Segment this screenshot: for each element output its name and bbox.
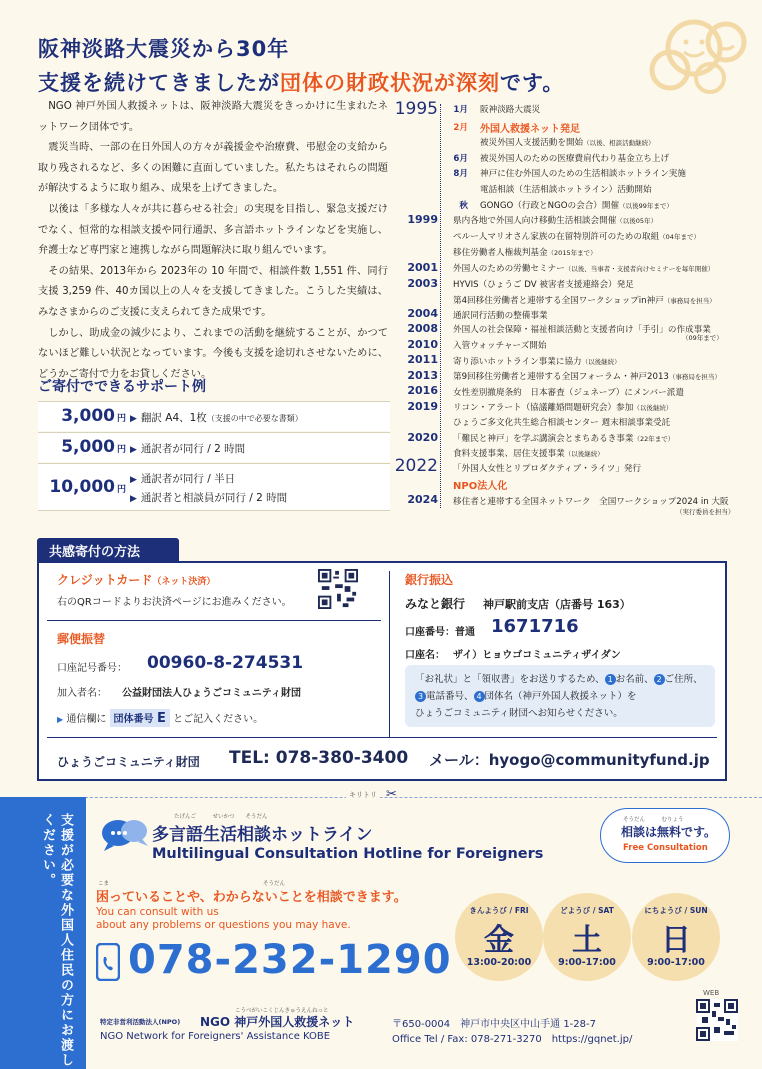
donation-title: 共感寄付の方法: [37, 538, 179, 562]
postal-title: 郵便振替: [57, 632, 106, 646]
free-consultation-badge: そうだん むりょう 相談は無料です。 Free Consultation: [600, 808, 730, 863]
triangle-icon: ▶: [130, 414, 137, 424]
org-contact[interactable]: Office Tel / Fax: 078-271-3270 https://gqnet.jp/: [392, 1034, 633, 1045]
speech-bubbles-icon: [100, 815, 150, 855]
header: [38, 33, 564, 97]
trouble-text-jp: 困っていることや、わからないことを相談できます。: [96, 890, 407, 905]
day-friday: きんようび / FRI 金 13:00-20:00: [455, 893, 543, 981]
hotline-phone[interactable]: 078-232-1290: [128, 937, 452, 983]
phone-icon: [96, 943, 120, 981]
cut-label: キリトリ: [346, 790, 380, 800]
triangle-icon: ▶: [130, 475, 137, 485]
intro-paragraph: 以後は「多様な人々が共に暮らせる社会」の実現を目指し、緊急支援だけでなく、恒常的な相談支援や同行通訳、多言語ホットラインなどを実施し、弁護士など専門家と連携しながら問題解決に取り組んでいます。: [38, 203, 388, 257]
hotline-title-jp: 多言語生活相談ホットライン: [152, 825, 373, 845]
cut-line: [0, 797, 762, 798]
org-name: NGO 神戸外国人救援ネット: [200, 1015, 355, 1029]
intro-paragraph: その結果、2013年から 2023年の 10 年間で、相談件数 1,551 件、同行支援 3,259 件、40カ国以上の人々を支援してきました。こうした実績は、みなさまからのご支援に支えられてきた成果です。: [38, 265, 388, 318]
credit-title: クレジットカード（ネット決済）: [57, 573, 216, 587]
org-name-en: NGO Network for Foreigners' Assistance KOBE: [100, 1031, 331, 1042]
headline-2: 支援を続けてきましたが団体の財政状況が深刻です。: [38, 71, 565, 95]
trouble-text-en: You can consult with us about any problems or questions you may have.: [96, 906, 351, 931]
qr-code-icon[interactable]: [318, 569, 358, 609]
account-number: 1671716: [491, 616, 579, 637]
bank-note: 「お礼状」と「領収書」をお送りするため、 1 お名前、 2 ご住所、 3 電話番号、 4 団体名（神戸外国人救援ネット）を ひょうごコミュニティ財団へお知らせください。: [405, 665, 715, 727]
headline-1: 阪神淡路大震災から30年: [38, 37, 290, 61]
bubble-faces-icon: [614, 8, 754, 108]
contact-tel[interactable]: TEL: 078-380-3400: [229, 748, 409, 768]
triangle-icon: ▶: [130, 445, 137, 455]
scissors-icon: ✂: [386, 787, 397, 802]
postal-number: 00960-8-274531: [147, 653, 304, 673]
day-saturday: どようび / SAT 土 9:00-17:00: [543, 893, 631, 981]
contact-email[interactable]: メール：hyogo@communityfund.jp: [429, 751, 710, 769]
intro-paragraph: NGO 神戸外国人救援ネットは、阪神淡路大震災をきっかけに生まれたネットワーク団体です。: [38, 101, 388, 133]
day-sunday: にちようび / SUN 日 9:00-17:00: [632, 893, 720, 981]
support-title: ご寄付でできるサポート例: [38, 379, 206, 395]
triangle-icon: ▶: [130, 494, 137, 504]
org-address: 〒650-0004 神戸市中央区中山手通 1-28-7: [392, 1019, 596, 1030]
support-row: 3,000 円 ▶ 翻訳 A4、1枚（支援の中で必要な書類）: [38, 401, 390, 431]
year: 1995: [394, 99, 438, 119]
intro-paragraph: しかし、助成金の減少により、これまでの活動を継続することが、かつてないほど難しい状況となっています。今後も支援を途切れさせないために、どうかご寄付で力をお貸しください。: [38, 327, 388, 380]
intro-paragraph: 震災当時、一部の在日外国人の方々が義援金や治療費、弔慰金の支給から取り残されるなど、多くの困難に直面していました。私たちはそれらの問題が解決するように取り組み、成果を上げてきました。: [38, 142, 388, 195]
donation-box: クレジットカード（ネット決済） 右のQRコードよりお決済ページにお進みください。 郵便振替 口座記号番号： 00960-8-274531 加入者名： 公益財団法人ひょうごコミュニティ財団 ▶ 通信欄に 団体番号 E とご記入ください。 銀行振込 みなと銀行 神戸駅前支店（店番号 163） 口座番号：普通 1671716 口座名： ザイ）ヒョウゴコミュニティザイダン 「お礼状」と「領収書」をお送りするため、 1 お名前、 2 ご住所、 3 電話番号、 4 団体名（神戸外国人救援ネット）を ひょうごコミュニティ財団へお知らせください。 ひょうごコミュニティ財団 TEL: 078-380-3400 メール：hyogo@communityfund.jp: [37, 561, 727, 781]
postal-note: ▶ 通信欄に 団体番号 E とご記入ください。: [57, 711, 264, 726]
support-row: 10,000 円 ▶ 通訳者が同行 / 半日 ▶ 通訳者と相談員が同行 / 2 時間: [38, 463, 390, 511]
support-row: 5,000 円 ▶ 通訳者が同行 / 2 時間: [38, 432, 390, 462]
intro-text: [38, 97, 388, 385]
web-qr-code-icon[interactable]: [696, 999, 738, 1041]
bank-title: 銀行振込: [405, 573, 454, 587]
vertical-banner: 支援が必要な外国人住民の方にお渡しください。: [0, 797, 86, 1069]
timeline-line: [440, 104, 441, 508]
hotline-title-en: Multilingual Consultation Hotline for Foreigners: [152, 846, 544, 862]
